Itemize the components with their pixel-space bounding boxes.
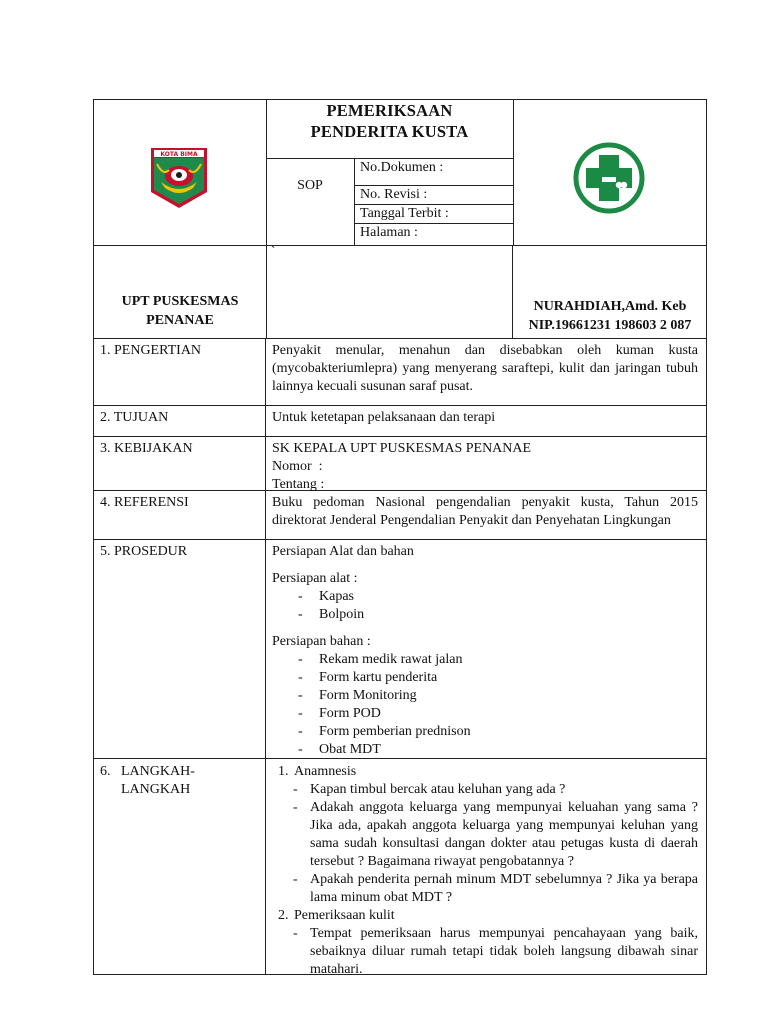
alat-item: - Bolpoin <box>272 606 698 624</box>
step-item: - Adakah anggota keluarga yang mempunyai keluahan yang sama ? Jika ada, apakah anggota keluarga yang mempunyai keluhan yang sama sudah konsultasi dangan dokter atau petugas kusta di daerah tersebut ? Bagaimana riwayat pengobatannya ? <box>293 800 698 869</box>
step-2 <box>272 907 698 925</box>
step-number: 1. <box>278 764 289 779</box>
step-item-text: Adakah anggota keluarga yang mempunyai keluahan yang sama ? Jika ada, apakah anggota keluarga yang mempunyai keluhan yang sama sudah konsultasi dangan dokter atau petugas kusta di daerah tersebut ? Bagaimana riwayat pengobatannya ? <box>310 800 698 869</box>
section-referensi <box>93 491 707 540</box>
tujuan-label: 2. TUJUAN <box>94 406 266 436</box>
bahan-title: Persiapan bahan : <box>272 634 371 649</box>
meta-no-revisi: No. Revisi : <box>355 186 513 205</box>
step-item-text: Apakah penderita pernah minum MDT sebelumnya ? Jika ya berapa lama minum obat MDT ? <box>310 872 698 905</box>
bahan-item: - Form kartu penderita <box>272 669 698 687</box>
meta-tanggal-terbit: Tanggal Terbit : <box>355 205 513 224</box>
head-nip: NIP.19661231 198603 2 087 <box>528 318 692 333</box>
sop-label: SOP <box>266 159 355 245</box>
sop-area <box>266 159 513 245</box>
head-signature <box>514 297 706 335</box>
section-kebijakan <box>93 437 707 491</box>
tujuan-text: Untuk ketetapan pelaksanaan dan terapi <box>272 410 496 425</box>
step-title: Pemeriksaan kulit <box>294 908 395 923</box>
org-name-line-2: PENANAE <box>146 313 214 328</box>
section-prosedur <box>93 540 707 759</box>
langkah-content <box>266 759 706 977</box>
step-number: 2. <box>278 908 289 923</box>
prosedur-content <box>266 540 706 758</box>
step-item: - Tempat pemeriksaan harus mempunyai pencahayaan yang baik, sebaiknya diluar rumah tetapi tidak boleh langsung dibawah sinar matahari. <box>293 926 698 977</box>
langkah-label-line-2: LANGKAH <box>121 782 191 797</box>
right-logo-cell <box>514 100 706 245</box>
step-item: - Kapan timbul bercak atau keluhan yang ada ? <box>293 782 566 797</box>
step-title: Anamnesis <box>294 764 357 779</box>
kebijakan-content <box>266 437 706 490</box>
kebijakan-line-1: SK KEPALA UPT PUSKESMAS PENANAE <box>272 441 532 456</box>
document-title <box>266 100 513 159</box>
header-row <box>93 99 707 246</box>
langkah-label-line-1: LANGKAH- <box>121 764 195 779</box>
sop-document <box>93 99 707 975</box>
step-item: - Apakah penderita pernah minum MDT sebelumnya ? Jika ya berapa lama minum obat MDT ? <box>293 872 698 905</box>
pengertian-label: 1. PENGERTIAN <box>94 339 266 405</box>
org-name <box>94 292 266 330</box>
title-line-2: PENDERITA KUSTA <box>310 122 469 141</box>
prosedur-intro: Persiapan Alat dan bahan <box>272 544 414 559</box>
step-item-text: Tempat pemeriksaan harus mempunyai pencahayaan yang baik, sebaiknya diluar rumah tetapi tidak boleh langsung dibawah sinar matahari. <box>310 926 698 977</box>
section-tujuan <box>93 406 707 437</box>
bahan-item: - Obat MDT <box>272 741 698 759</box>
kebijakan-label: 3. KEBIJAKAN <box>94 437 266 490</box>
pengertian-text: Penyakit menular, menahun dan disebabkan oleh kuman kusta (mycobakteriumlepra) yang menyerang saraftepi, kulit dan jaringan tubuh lainnya kecuali susunan saraf pusat. <box>272 343 698 394</box>
left-logo-cell <box>94 100 267 245</box>
puskesmas-cross-logo-icon <box>572 141 646 215</box>
step-1 <box>272 763 698 781</box>
bahan-item: - Form pemberian prednison <box>272 723 698 741</box>
meta-fields <box>355 159 513 245</box>
kebijakan-line-3: Tentang : <box>272 477 325 492</box>
langkah-label <box>94 759 266 974</box>
section-langkah <box>93 759 707 975</box>
bahan-item: - Rekam medik rawat jalan <box>272 651 698 669</box>
alat-title: Persiapan alat : <box>272 571 358 586</box>
meta-halaman: Halaman : <box>360 225 418 240</box>
bahan-item: - Form POD <box>272 705 698 723</box>
org-name-line-1: UPT PUSKESMAS <box>121 294 239 309</box>
prosedur-label: 5. PROSEDUR <box>94 540 266 758</box>
org-middle-cell <box>266 243 513 338</box>
kebijakan-line-2: Nomor : <box>272 459 323 474</box>
meta-no-dokumen: No.Dokumen : <box>355 159 513 186</box>
langkah-label-number: 6. <box>100 764 111 779</box>
referensi-label: 4. REFERENSI <box>94 491 266 539</box>
kota-bima-logo-icon <box>147 146 211 210</box>
backtick-mark: ` <box>271 243 276 258</box>
header-middle <box>266 100 514 245</box>
title-line-1: PEMERIKSAAN <box>326 101 453 120</box>
section-pengertian <box>93 339 707 406</box>
head-name: NURAHDIAH,Amd. Keb <box>533 299 687 314</box>
org-left-cell <box>94 246 267 338</box>
referensi-text: Buku pedoman Nasional pengendalian penyakit kusta, Tahun 2015 direktorat Jenderal Pengendalian Penyakit dan Penyehatan Lingkungan <box>272 495 698 528</box>
organization-row <box>93 243 707 339</box>
step-item-text: Kapan timbul bercak atau keluhan yang ada ? <box>310 782 566 797</box>
logo-text: KOTA BIMA <box>160 151 198 158</box>
alat-item: - Kapas <box>272 588 698 606</box>
bahan-item: - Form Monitoring <box>272 687 698 705</box>
